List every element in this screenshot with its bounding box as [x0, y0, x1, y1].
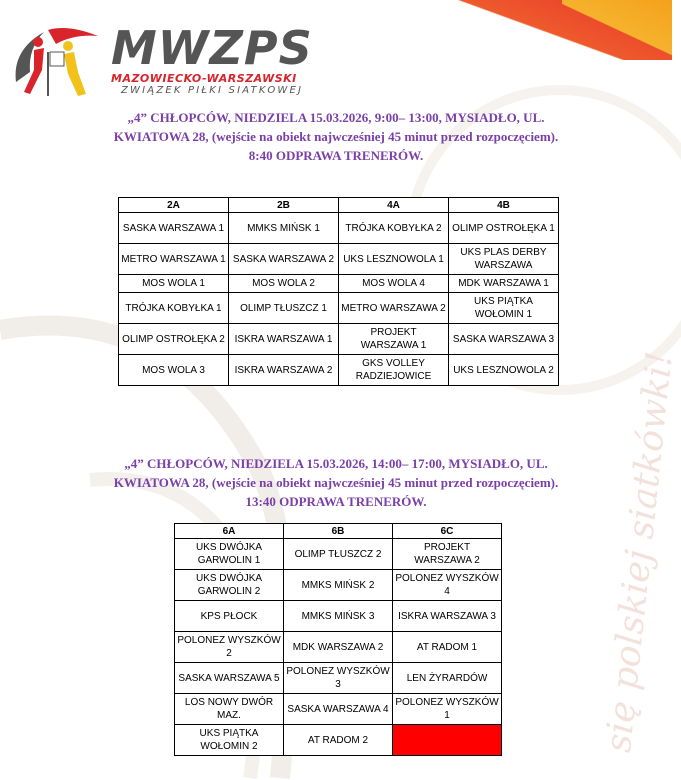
team-cell: OLIMP TŁUSZCZ 2 — [284, 539, 393, 570]
table-row — [119, 275, 559, 293]
table-row — [119, 355, 559, 386]
table-header-2a: 2A — [119, 198, 229, 213]
table-row — [175, 694, 502, 725]
session1-heading-line: „4” CHŁOPCÓW, NIEDZIELA 15.03.2026, 9:00– 13:00, MYSIADŁO, UL. — [127, 110, 545, 125]
team-cell: MDK WARSZAWA 2 — [284, 632, 393, 663]
team-cell: OLIMP TŁUSZCZ 1 — [229, 293, 339, 324]
table-row — [175, 632, 502, 663]
session2-heading-line: KWIATOWA 28, (wejście na obiekt najwcześniej 45 minut przed rozpoczęciem). — [113, 475, 559, 490]
team-cell: UKS DWÓJKA GARWOLIN 1 — [175, 539, 284, 570]
team-cell: UKS PLAS DERBY WARSZAWA — [449, 244, 559, 275]
team-cell: GKS VOLLEY RADZIEJOWICE — [339, 355, 449, 386]
team-cell: OLIMP OSTROŁĘKA 1 — [449, 213, 559, 244]
team-cell: TRÓJKA KOBYŁKA 1 — [119, 293, 229, 324]
team-cell: POLONEZ WYSZKÓW 3 — [284, 663, 393, 694]
session2-heading — [20, 454, 652, 511]
team-cell: UKS DWÓJKA GARWOLIN 2 — [175, 570, 284, 601]
team-cell: AT RADOM 1 — [393, 632, 502, 663]
team-cell: UKS PIĄTKA WOŁOMIN 1 — [449, 293, 559, 324]
session1-heading-line: KWIATOWA 28, (wejście na obiekt najwcześniej 45 minut przed rozpoczęciem). — [113, 129, 559, 144]
table-row — [175, 725, 502, 756]
team-cell: ISKRA WARSZAWA 3 — [393, 601, 502, 632]
team-cell: MOS WOLA 1 — [119, 275, 229, 293]
table-header-2b: 2B — [229, 198, 339, 213]
team-cell: TRÓJKA KOBYŁKA 2 — [339, 213, 449, 244]
logo-title: MWZPS — [111, 21, 313, 75]
table-header-6a: 6A — [175, 524, 284, 539]
table-header-4b: 4B — [449, 198, 559, 213]
table-row — [119, 244, 559, 275]
team-cell: SASKA WARSZAWA 4 — [284, 694, 393, 725]
team-cell: MDK WARSZAWA 1 — [449, 275, 559, 293]
table-row — [175, 663, 502, 694]
team-cell: POLONEZ WYSZKÓW 1 — [393, 694, 502, 725]
team-cell: SASKA WARSZAWA 3 — [449, 324, 559, 355]
session1-heading — [20, 108, 652, 165]
team-cell: POLONEZ WYSZKÓW 4 — [393, 570, 502, 601]
team-cell: LEN ŻYRARDÓW — [393, 663, 502, 694]
team-cell: LOS NOWY DWÓR MAZ. — [175, 694, 284, 725]
team-cell: SASKA WARSZAWA 5 — [175, 663, 284, 694]
session1-heading-line: 8:40 ODPRAWA TRENERÓW. — [248, 148, 424, 163]
volleyball-players-icon — [8, 22, 108, 100]
team-cell: KPS PŁOCK — [175, 601, 284, 632]
team-cell: UKS PIĄTKA WOŁOMIN 2 — [175, 725, 284, 756]
session2-groups-table — [174, 523, 502, 756]
team-cell: MOS WOLA 4 — [339, 275, 449, 293]
session2-heading-line: „4” CHŁOPCÓW, NIEDZIELA 15.03.2026, 14:00– 17:00, MYSIADŁO, UL. — [124, 456, 548, 471]
team-cell: SASKA WARSZAWA 2 — [229, 244, 339, 275]
team-cell: MOS WOLA 3 — [119, 355, 229, 386]
team-cell: AT RADOM 2 — [284, 725, 393, 756]
table-header-4a: 4A — [339, 198, 449, 213]
table-row — [119, 324, 559, 355]
team-cell: PROJEKT WARSZAWA 2 — [393, 539, 502, 570]
team-cell: PROJEKT WARSZAWA 1 — [339, 324, 449, 355]
mwzps-logo — [8, 22, 328, 100]
table-row — [175, 539, 502, 570]
team-cell: MMKS MIŃSK 2 — [284, 570, 393, 601]
team-cell: UKS LESZNOWOLA 2 — [449, 355, 559, 386]
table-row — [119, 213, 559, 244]
session2-heading-line: 13:40 ODPRAWA TRENERÓW. — [245, 494, 427, 509]
team-cell: MMKS MIŃSK 1 — [229, 213, 339, 244]
team-cell: POLONEZ WYSZKÓW 2 — [175, 632, 284, 663]
table-row — [175, 570, 502, 601]
table-header-6c: 6C — [393, 524, 502, 539]
team-cell: METRO WARSZAWA 1 — [119, 244, 229, 275]
session1-groups-table — [118, 197, 559, 386]
background-slogan-text: się polskiej siatkówki! — [598, 349, 681, 755]
table-row — [119, 293, 559, 324]
logo-subtitle-region: MAZOWIECKO-WARSZAWSKI — [111, 72, 297, 85]
table-row — [175, 601, 502, 632]
empty-highlighted-cell — [393, 725, 502, 756]
team-cell: SASKA WARSZAWA 1 — [119, 213, 229, 244]
table-header-6b: 6B — [284, 524, 393, 539]
team-cell: ISKRA WARSZAWA 1 — [229, 324, 339, 355]
team-cell: MOS WOLA 2 — [229, 275, 339, 293]
team-cell: MMKS MIŃSK 3 — [284, 601, 393, 632]
logo-subtitle-association: ZWIĄZEK PIŁKI SIATKOWEJ — [121, 85, 304, 96]
team-cell: OLIMP OSTROŁĘKA 2 — [119, 324, 229, 355]
team-cell: ISKRA WARSZAWA 2 — [229, 355, 339, 386]
team-cell: UKS LESZNOWOLA 1 — [339, 244, 449, 275]
team-cell: METRO WARSZAWA 2 — [339, 293, 449, 324]
